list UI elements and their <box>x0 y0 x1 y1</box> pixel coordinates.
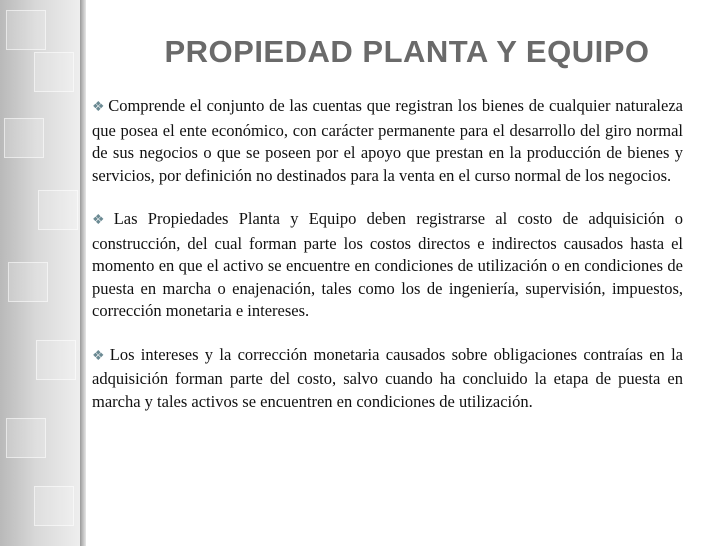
slide-body <box>92 95 683 434</box>
band-tile <box>8 262 48 302</box>
band-divider <box>80 0 86 546</box>
paragraph-text: Los intereses y la corrección monetaria causados sobre obligaciones contraías en la adquisición forman parte del costo, salvo cuando ha concluido la etapa de puesta en marcha y tales activos se encuentren en condiciones de utilización. <box>92 344 683 411</box>
band-tile <box>4 118 44 158</box>
band-tile <box>38 190 78 230</box>
diamond-bullet-icon: ❖ <box>92 348 107 364</box>
paragraph-2 <box>92 208 683 323</box>
diamond-bullet-icon: ❖ <box>92 213 111 228</box>
paragraph-text: Comprende el conjunto de las cuentas que registran los bienes de cualquier naturaleza que posea el ente económico, con carácter permanente para el desarrollo del giro normal de sus negocios o que se poseen por el apoyo que prestan en la producción de bienes y servicios, por definición no destinados para la venta en el curso normal de los negocios. <box>92 96 683 185</box>
paragraph-3 <box>92 344 683 414</box>
slide-title: PROPIEDAD PLANTA Y EQUIPO <box>164 34 650 69</box>
paragraph-text: Las Propiedades Planta y Equipo deben registrarse al costo de adquisición o construcción, del cual forman parte los costos directos e indirectos causados hasta el momento en que el activo se encuentre en condiciones de utilización o en condiciones de puesta en marcha o enajenación, tales como los de ingeniería, supervisión, impuestos, corrección monetaria e intereses. <box>92 209 683 320</box>
band-tile <box>34 52 74 92</box>
paragraph-1 <box>92 95 683 187</box>
band-tile <box>6 418 46 458</box>
decorative-side-band <box>0 0 80 546</box>
diamond-bullet-icon: ❖ <box>92 100 106 115</box>
band-tile <box>6 10 46 50</box>
band-tile <box>34 486 74 526</box>
band-tile <box>36 340 76 380</box>
